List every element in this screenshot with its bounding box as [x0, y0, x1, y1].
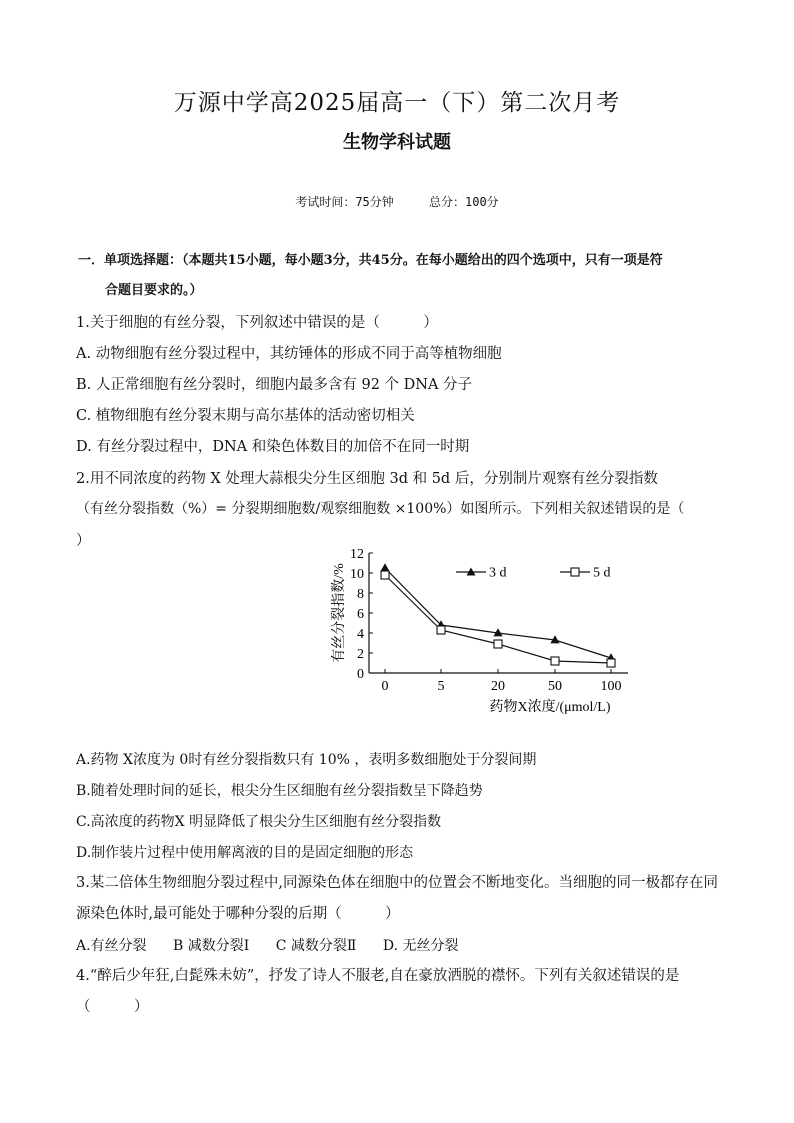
question-3-option-d: D. 无丝分裂 [382, 938, 459, 954]
series-5d-line [385, 575, 611, 663]
exam-time: 考试时间：75分钟 [295, 195, 394, 209]
y-tick-label-2: 2 [357, 647, 364, 662]
question-1-option-b: B. 人正常细胞有丝分裂时，细胞内最多含有 92 个 DNA 分子 [76, 377, 473, 393]
x-tick-label-100: 100 [600, 679, 622, 694]
exam-subtitle: 生物学科试题 [343, 132, 451, 153]
question-2-option-a: A.药物 X浓度为 0时有丝分裂指数只有 10% ，表明多数细胞处于分裂间期 [76, 752, 537, 768]
question-2-stem-line-1: 2.用不同浓度的药物 X 处理大蒜根尖分生区细胞 3d 和 5d 后，分别制片观察有丝分裂指数 [76, 471, 658, 487]
section-heading [78, 246, 724, 306]
question-3-option-c: C 减数分裂Ⅱ [275, 938, 357, 954]
x-tick-label-20: 20 [491, 679, 505, 694]
y-tick-label-12: 12 [350, 547, 364, 562]
question-1-option-a: A. 动物细胞有丝分裂过程中，其纺锤体的形成不同于高等植物细胞 [76, 346, 502, 362]
section-heading-line-1: 一．单项选择题：（本题共15小题，每小题3分，共45分。在每小题给出的四个选项中，只有一项是符 [78, 253, 663, 268]
exam-total-score: 总分：100分 [429, 195, 499, 209]
question-2-option-d: D.制作装片过程中使用解离液的目的是固定细胞的形态 [76, 845, 414, 861]
y-tick-label-8: 8 [357, 587, 364, 602]
x-tick-label-0: 0 [381, 679, 389, 694]
point-5d-0 [381, 571, 389, 579]
question-2-stem-line-3: ） [76, 533, 91, 549]
mitotic-index-chart [328, 545, 628, 717]
y-tick-label-6: 6 [357, 607, 364, 622]
legend-5d-marker [571, 568, 579, 576]
y-tick-label-0: 0 [357, 667, 364, 682]
question-3-option-b: B 减数分裂Ⅰ [173, 938, 250, 954]
question-4-stem: 4.“醉后少年狂,白髭殊未妨”，抒发了诗人不服老,自在豪放洒脱的襟怀。下列有关叙述错误的是（ ） [76, 968, 680, 1015]
question-3-stem: 3.某二倍体生物细胞分裂过程中,同源染色体在细胞中的位置会不断地变化。当细胞的同一极都存在同源染色体时,最可能处于哪种分裂的后期（ ） [76, 875, 718, 922]
x-tick-label-50: 50 [548, 679, 562, 694]
chart-x-axis-title: 药物X浓度/(μmol/L) [489, 700, 611, 715]
exam-title: 万源中学高2025届高一（下）第二次月考 [173, 90, 621, 116]
y-tick-label-4: 4 [357, 627, 364, 642]
question-1-option-c: C. 植物细胞有丝分裂末期与高尔基体的活动密切相关 [76, 408, 415, 424]
chart-y-axis-title: 有丝分裂指数/% [332, 563, 347, 663]
question-1-stem: 1.关于细胞的有丝分裂，下列叙述中错误的是（ ） [76, 315, 438, 331]
question-3-option-a: A.有丝分裂 [76, 938, 147, 954]
point-5d-20 [494, 640, 502, 648]
legend-5d-label: 5 d [593, 565, 611, 581]
question-2-option-c: C.高浓度的药物X 明显降低了根尖分生区细胞有丝分裂指数 [76, 814, 442, 830]
point-3d-0 [380, 563, 389, 571]
exam-meta [0, 193, 794, 210]
y-tick-label-10: 10 [350, 567, 364, 582]
section-heading-line-2: 合题目要求的。） [105, 283, 203, 298]
question-3-options [76, 935, 459, 955]
point-5d-50 [551, 657, 559, 665]
chart-legend [456, 566, 611, 581]
x-tick-label-5: 5 [437, 679, 445, 694]
legend-3d-label: 3 d [489, 565, 507, 581]
point-5d-100 [607, 659, 615, 667]
question-2-stem-line-2: （有丝分裂指数（%）= 分裂期细胞数/观察细胞数 ×100%）如图所示。下列相关叙述错误的是（ [76, 501, 685, 517]
point-5d-5 [437, 626, 445, 634]
question-2-option-b: B.随着处理时间的延长，根尖分生区细胞有丝分裂指数呈下降趋势 [76, 783, 483, 799]
question-1-option-d: D. 有丝分裂过程中，DNA 和染色体数目的加倍不在同一时期 [76, 439, 470, 455]
